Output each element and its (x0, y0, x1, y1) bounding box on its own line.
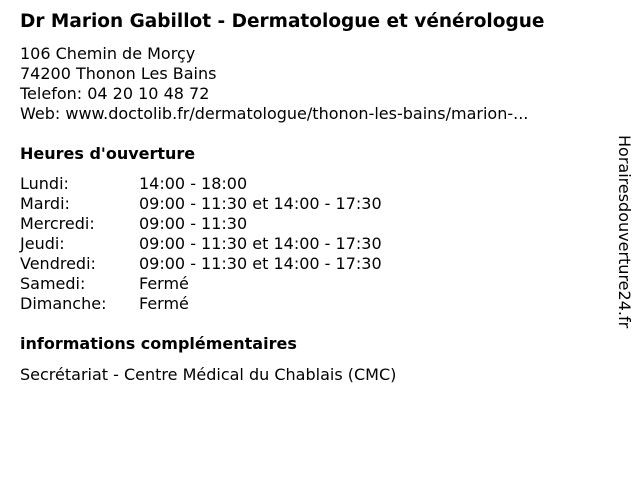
day-label: Mardi: (20, 194, 70, 213)
day-label: Dimanche: (20, 294, 107, 313)
time-value: 14:00 - 18:00 (139, 174, 248, 193)
time-value: Fermé (139, 294, 189, 313)
additional-info-text: Secrétariat - Centre Médical du Chablais (CMC) (20, 365, 397, 384)
phone-number[interactable]: Telefon: 04 20 10 48 72 (20, 84, 210, 103)
opening-hours-heading: Heures d'ouverture (20, 144, 196, 163)
day-label: Samedi: (20, 274, 86, 293)
day-label: Mercredi: (20, 214, 95, 233)
time-value: 09:00 - 11:30 et 14:00 - 17:30 (139, 234, 382, 253)
time-value: 09:00 - 11:30 (139, 214, 248, 233)
watermark (614, 135, 634, 345)
day-label: Vendredi: (20, 254, 96, 273)
address-city: 74200 Thonon Les Bains (20, 64, 217, 83)
time-value: 09:00 - 11:30 et 14:00 - 17:30 (139, 194, 382, 213)
additional-info-heading: informations complémentaires (20, 334, 297, 353)
watermark-text: Horairesdouverture24.fr (615, 135, 634, 329)
time-value: Fermé (139, 274, 189, 293)
website-link[interactable]: Web: www.doctolib.fr/dermatologue/thonon-les-bains/marion-... (20, 104, 529, 123)
business-card (20, 0, 600, 480)
time-value: 09:00 - 11:30 et 14:00 - 17:30 (139, 254, 382, 273)
day-label: Lundi: (20, 174, 69, 193)
page-title: Dr Marion Gabillot - Dermatologue et vénérologue (20, 11, 545, 32)
day-label: Jeudi: (20, 234, 65, 253)
address-street: 106 Chemin de Morçy (20, 44, 196, 63)
